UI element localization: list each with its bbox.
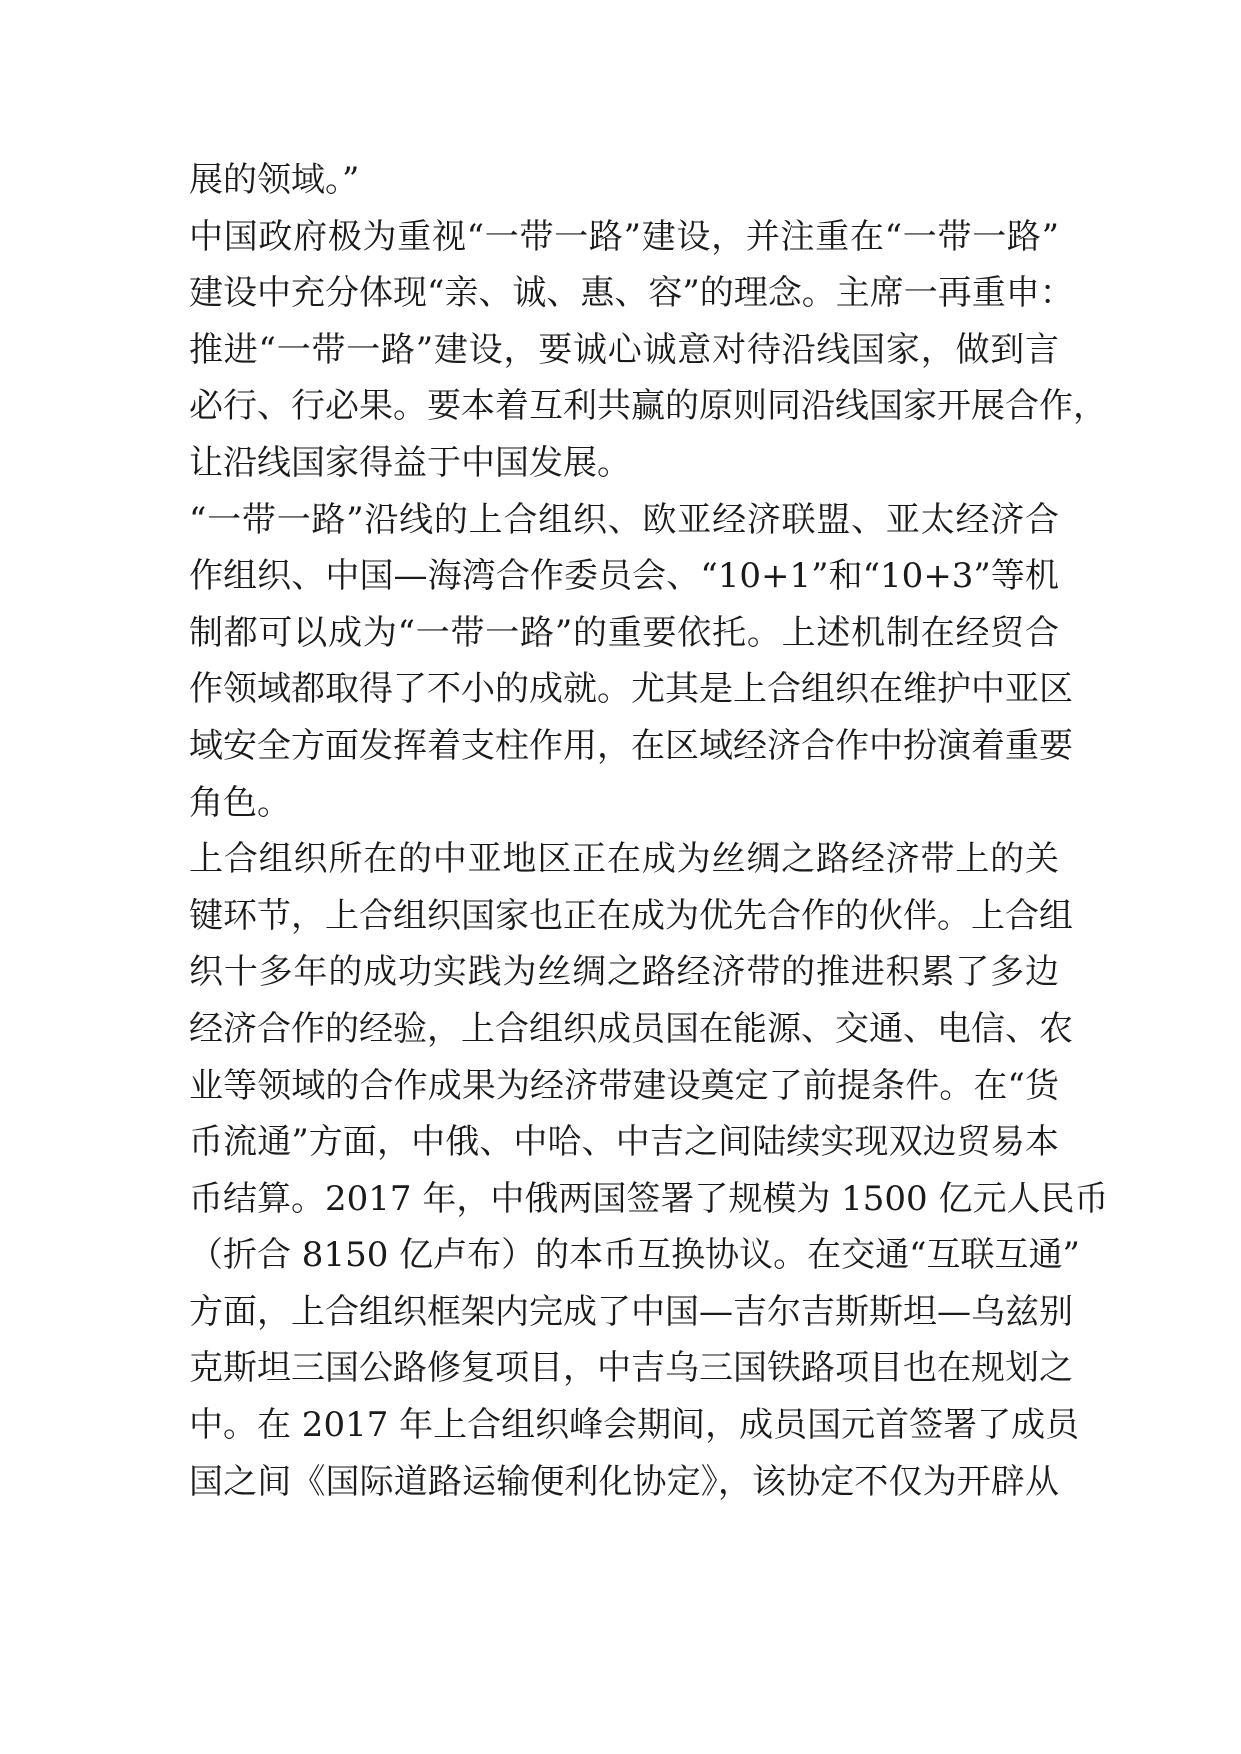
- text-line: 让沿线国家得益于中国发展。: [189, 442, 631, 483]
- text-line: 展的领域。”: [189, 160, 360, 200]
- text-line: 作组织、中国—海湾合作委员会、“10+1”和“10+3”等机: [189, 556, 1059, 597]
- text-line: 业等领域的合作成果为经济带建设奠定了前提条件。在“货: [189, 1065, 1059, 1106]
- text-line: 推进“一带一路”建设，要诚心诚意对待沿线国家，做到言: [189, 329, 1059, 370]
- text-line: 制都可以成为“一带一路”的重要依托。上述机制在经贸合: [189, 612, 1059, 653]
- text-line: 币结算。2017 年，中俄两国签署了规模为 1500 亿元人民币: [189, 1178, 1109, 1219]
- text-line: 币流通”方面，中俄、中哈、中吉之间陆续实现双边贸易本: [189, 1122, 1059, 1163]
- text-line: 国之间《国际道路运输便利化协定》，该协定不仅为开辟从: [189, 1461, 1059, 1502]
- text-line: （折合 8150 亿卢布）的本币互换协议。在交通“互联互通”: [189, 1235, 1080, 1276]
- text-line: 中。在 2017 年上合组织峰会期间，成员国元首签署了成员: [189, 1405, 1080, 1446]
- text-line: 建设中充分体现“亲、诚、惠、容”的理念。主席一再重申：: [189, 273, 1074, 314]
- text-line: “一带一路”沿线的上合组织、欧亚经济联盟、亚太经济合: [189, 499, 1059, 540]
- body-text: [189, 152, 1109, 1510]
- text-line: 上合组织所在的中亚地区正在成为丝绸之路经济带上的关: [189, 839, 1059, 880]
- text-line: 中国政府极为重视“一带一路”建设，并注重在“一带一路”: [189, 216, 1059, 257]
- text-line: 必行、行必果。要本着互利共赢的原则同沿线国家开展合作，: [189, 386, 1107, 427]
- text-line: 角色。: [189, 782, 291, 823]
- text-line: 键环节，上合组织国家也正在成为优先合作的伙伴。上合组: [189, 895, 1073, 936]
- text-line: 克斯坦三国公路修复项目，中吉乌三国铁路项目也在规划之: [189, 1348, 1073, 1389]
- text-line: 经济合作的经验，上合组织成员国在能源、交通、电信、农: [189, 1008, 1073, 1049]
- text-line: 作领域都取得了不小的成就。尤其是上合组织在维护中亚区: [189, 669, 1073, 710]
- text-line: 织十多年的成功实践为丝绸之路经济带的推进积累了多边: [189, 952, 1059, 993]
- text-line: 方面，上合组织框架内完成了中国—吉尔吉斯斯坦—乌兹别: [189, 1291, 1073, 1332]
- text-line: 域安全方面发挥着支柱作用，在区域经济合作中扮演着重要: [189, 725, 1073, 766]
